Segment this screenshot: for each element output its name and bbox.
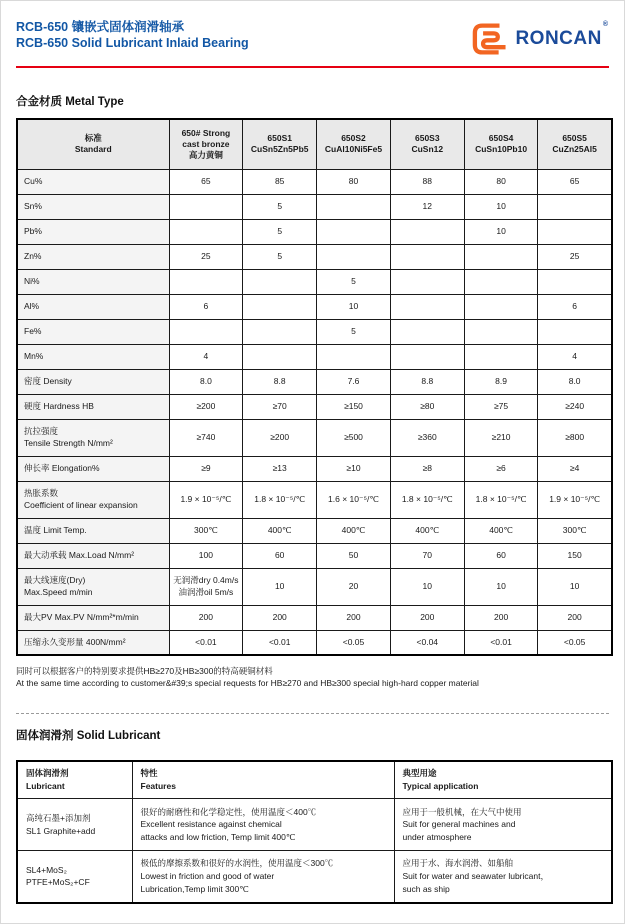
metal-value-cell — [317, 244, 391, 269]
metal-row — [17, 568, 612, 605]
metal-value-cell: ≥800 — [538, 419, 612, 456]
metal-row — [17, 219, 612, 244]
metal-row-label: 硬度 Hardness HB — [17, 394, 169, 419]
metal-row — [17, 630, 612, 655]
product-titles — [16, 19, 249, 52]
metal-table-head — [17, 119, 612, 169]
metal-value-cell: 8.9 — [464, 369, 538, 394]
metal-value-cell: 300℃ — [538, 518, 612, 543]
metal-value-cell — [538, 219, 612, 244]
metal-value-cell: 1.9 × 10⁻⁵/℃ — [538, 481, 612, 518]
metal-value-cell: 400℃ — [317, 518, 391, 543]
metal-value-cell: 4 — [538, 344, 612, 369]
metal-row — [17, 456, 612, 481]
metal-row — [17, 194, 612, 219]
metal-row-label: Al% — [17, 294, 169, 319]
metal-value-cell — [390, 244, 464, 269]
metal-value-cell: 8.0 — [538, 369, 612, 394]
section-dashed-divider — [16, 713, 609, 714]
metal-value-cell: 10 — [243, 568, 317, 605]
note-zh: 同时可以根据客户的特别要求提供HB≥270及HB≥300的特高硬铜材料 — [16, 666, 273, 676]
metal-row — [17, 394, 612, 419]
lubricant-table-body — [17, 799, 612, 903]
lubricant-row — [17, 851, 612, 903]
metal-value-cell — [390, 219, 464, 244]
metal-standard-header: 标准 Standard — [17, 119, 169, 169]
metal-value-cell: 1.8 × 10⁻⁵/℃ — [243, 481, 317, 518]
metal-row — [17, 481, 612, 518]
metal-value-cell: 10 — [464, 219, 538, 244]
metal-value-cell: 200 — [169, 605, 243, 630]
metal-row-label: 热胀系数 Coefficient of linear expansion — [17, 481, 169, 518]
metal-row-label: 伸长率 Elongation% — [17, 456, 169, 481]
metal-value-cell — [243, 344, 317, 369]
metal-value-cell: <0.01 — [464, 630, 538, 655]
lubricant-column-header: 特性 Features — [132, 761, 394, 799]
metal-value-cell — [464, 344, 538, 369]
metal-value-cell: 6 — [169, 294, 243, 319]
metal-row-label: 最大动承载 Max.Load N/mm² — [17, 543, 169, 568]
metal-header-row — [17, 119, 612, 169]
lubricant-table — [16, 760, 613, 904]
metal-value-cell — [390, 269, 464, 294]
metal-value-cell: ≥200 — [243, 419, 317, 456]
metal-value-cell: 200 — [538, 605, 612, 630]
metal-value-cell: ≥9 — [169, 456, 243, 481]
metal-row — [17, 369, 612, 394]
metal-value-cell: 10 — [390, 568, 464, 605]
metal-value-cell: 200 — [243, 605, 317, 630]
metal-value-cell: 5 — [317, 269, 391, 294]
metal-value-cell: 12 — [390, 194, 464, 219]
metal-row-label: Sn% — [17, 194, 169, 219]
metal-row — [17, 605, 612, 630]
special-request-note — [16, 665, 609, 690]
brand-name: RONCAN — [515, 28, 602, 49]
metal-value-cell: 88 — [390, 169, 464, 194]
metal-value-cell: <0.04 — [390, 630, 464, 655]
metal-row — [17, 543, 612, 568]
metal-value-cell: 4 — [169, 344, 243, 369]
metal-value-cell — [464, 244, 538, 269]
metal-value-cell: <0.05 — [317, 630, 391, 655]
lubricant-column-header: 固体润滑剂 Lubricant — [17, 761, 132, 799]
metal-value-cell: 8.8 — [390, 369, 464, 394]
metal-value-cell — [464, 269, 538, 294]
metal-value-cell: 5 — [317, 319, 391, 344]
metal-grade-header: 650S5 CuZn25Al5 — [538, 119, 612, 169]
metal-value-cell: ≥150 — [317, 394, 391, 419]
metal-value-cell — [390, 294, 464, 319]
metal-value-cell: 6 — [538, 294, 612, 319]
metal-value-cell — [390, 344, 464, 369]
metal-row-label: 最大线速度(Dry) Max.Speed m/min — [17, 568, 169, 605]
metal-value-cell: <0.01 — [243, 630, 317, 655]
metal-value-cell: 200 — [390, 605, 464, 630]
lubricant-table-head — [17, 761, 612, 799]
metal-value-cell: ≥75 — [464, 394, 538, 419]
metal-value-cell: 400℃ — [464, 518, 538, 543]
registered-trademark-icon: ® — [602, 21, 608, 28]
metal-value-cell: ≥6 — [464, 456, 538, 481]
metal-value-cell: 400℃ — [243, 518, 317, 543]
metal-row — [17, 169, 612, 194]
lubricant-column-header: 典型用途 Typical application — [394, 761, 612, 799]
metal-value-cell — [243, 294, 317, 319]
lubricant-features-cell: 很好的耐磨性和化学稳定性，使用温度＜400℃ Excellent resistance against chemical attacks and low friction, Temp limit 400℃ — [132, 799, 394, 851]
metal-value-cell — [464, 319, 538, 344]
metal-value-cell — [243, 319, 317, 344]
metal-row — [17, 518, 612, 543]
metal-row — [17, 419, 612, 456]
metal-row-label: 最大PV Max.PV N/mm²*m/min — [17, 605, 169, 630]
metal-row-label: Fe% — [17, 319, 169, 344]
metal-value-cell: 65 — [538, 169, 612, 194]
metal-value-cell: ≥740 — [169, 419, 243, 456]
metal-value-cell: 300℃ — [169, 518, 243, 543]
metal-value-cell: 200 — [464, 605, 538, 630]
roncan-logo-icon — [471, 21, 509, 57]
metal-value-cell: 200 — [317, 605, 391, 630]
metal-row — [17, 269, 612, 294]
metal-value-cell: 10 — [538, 568, 612, 605]
metal-value-cell: 65 — [169, 169, 243, 194]
metal-row-label: 温度 Limit Temp. — [17, 518, 169, 543]
metal-grade-header: 650S2 CuAl10Ni5Fe5 — [317, 119, 391, 169]
metal-value-cell — [390, 319, 464, 344]
metal-value-cell: ≥240 — [538, 394, 612, 419]
metal-row-label: Ni% — [17, 269, 169, 294]
metal-grade-header: 650S3 CuSn12 — [390, 119, 464, 169]
metal-section-heading: 合金材质 Metal Type — [16, 96, 124, 108]
metal-value-cell: 150 — [538, 543, 612, 568]
metal-value-cell: 80 — [317, 169, 391, 194]
metal-value-cell: 1.9 × 10⁻⁵/℃ — [169, 481, 243, 518]
brand-logo — [471, 21, 607, 57]
lubricant-name-cell: SL4+MoS₂ PTFE+MoS₂+CF — [17, 851, 132, 903]
metal-value-cell — [464, 294, 538, 319]
metal-value-cell: 400℃ — [390, 518, 464, 543]
metal-value-cell: 60 — [243, 543, 317, 568]
metal-value-cell: 5 — [243, 194, 317, 219]
product-title-en: RCB-650 Solid Lubricant Inlaid Bearing — [16, 36, 249, 51]
metal-value-cell: 50 — [317, 543, 391, 568]
metal-grade-header: 650S1 CuSn5Zn5Pb5 — [243, 119, 317, 169]
metal-row — [17, 319, 612, 344]
metal-value-cell: <0.05 — [538, 630, 612, 655]
note-en: At the same time according to customer&#39;s special requests for HB≥270 and HB≥300 special high-hard copper material — [16, 678, 479, 689]
metal-row-label: 抗拉强度 Tensile Strength N/mm² — [17, 419, 169, 456]
lubricant-application-cell: 应用于一般机械，在大气中使用 Suit for general machines and under atmosphere — [394, 799, 612, 851]
metal-value-cell — [169, 194, 243, 219]
lubricant-application-cell: 应用于水、海水润滑、如船舶 Suit for water and seawater lubricant， such as ship — [394, 851, 612, 903]
metal-value-cell — [169, 269, 243, 294]
metal-value-cell: 无润滑dry 0.4m/s 油润滑oil 5m/s — [169, 568, 243, 605]
metal-value-cell: ≥360 — [390, 419, 464, 456]
metal-value-cell: 25 — [169, 244, 243, 269]
metal-grade-header: 650S4 CuSn10Pb10 — [464, 119, 538, 169]
metal-row-label: Mn% — [17, 344, 169, 369]
metal-value-cell: <0.01 — [169, 630, 243, 655]
metal-value-cell: ≥80 — [390, 394, 464, 419]
metal-value-cell: 25 — [538, 244, 612, 269]
lubricant-header-row — [17, 761, 612, 799]
lubricant-name-cell: 高纯石墨+添加剂 SL1 Graphite+add — [17, 799, 132, 851]
metal-value-cell: 20 — [317, 568, 391, 605]
metal-value-cell: 1.8 × 10⁻⁵/℃ — [464, 481, 538, 518]
metal-value-cell: 70 — [390, 543, 464, 568]
metal-row-label: Cu% — [17, 169, 169, 194]
metal-row — [17, 244, 612, 269]
metal-value-cell: 5 — [243, 244, 317, 269]
page-header — [16, 19, 609, 57]
metal-grade-header: 650# Strong cast bronze 高力黄铜 — [169, 119, 243, 169]
metal-value-cell — [538, 319, 612, 344]
metal-value-cell: 10 — [317, 294, 391, 319]
metal-value-cell: ≥70 — [243, 394, 317, 419]
metal-value-cell: ≥10 — [317, 456, 391, 481]
metal-value-cell: ≥500 — [317, 419, 391, 456]
metal-value-cell: ≥210 — [464, 419, 538, 456]
metal-table — [16, 118, 613, 656]
product-title-zh: RCB-650 镶嵌式固体润滑轴承 — [16, 20, 185, 34]
metal-value-cell: 7.6 — [317, 369, 391, 394]
metal-value-cell: ≥13 — [243, 456, 317, 481]
metal-row — [17, 344, 612, 369]
metal-value-cell — [169, 319, 243, 344]
brand-wordmark — [515, 21, 608, 50]
metal-value-cell — [317, 194, 391, 219]
metal-value-cell — [538, 269, 612, 294]
metal-value-cell: 10 — [464, 568, 538, 605]
header-divider-rule — [16, 66, 609, 68]
metal-value-cell — [317, 344, 391, 369]
metal-row-label: 压缩永久变形量 400N/mm² — [17, 630, 169, 655]
metal-value-cell: 8.8 — [243, 369, 317, 394]
metal-value-cell: 10 — [464, 194, 538, 219]
metal-row-label: Pb% — [17, 219, 169, 244]
metal-value-cell: ≥8 — [390, 456, 464, 481]
metal-table-body — [17, 169, 612, 655]
page-body — [1, 1, 624, 904]
lubricant-row — [17, 799, 612, 851]
metal-row — [17, 294, 612, 319]
metal-value-cell — [243, 269, 317, 294]
metal-value-cell: 5 — [243, 219, 317, 244]
metal-value-cell — [317, 219, 391, 244]
metal-value-cell: 60 — [464, 543, 538, 568]
metal-value-cell — [538, 194, 612, 219]
metal-value-cell: 1.8 × 10⁻⁵/℃ — [390, 481, 464, 518]
metal-value-cell: 100 — [169, 543, 243, 568]
lubricant-section-heading: 固体润滑剂 Solid Lubricant — [16, 729, 161, 742]
metal-value-cell: 1.6 × 10⁻⁵/℃ — [317, 481, 391, 518]
metal-value-cell: 80 — [464, 169, 538, 194]
metal-value-cell — [169, 219, 243, 244]
lubricant-features-cell: 极低的摩擦系数和很好的水润性，使用温度＜300℃ Lowest in friction and good of water Lubrication,Temp limit 300℃ — [132, 851, 394, 903]
metal-value-cell: ≥200 — [169, 394, 243, 419]
metal-value-cell: 85 — [243, 169, 317, 194]
metal-value-cell: ≥4 — [538, 456, 612, 481]
metal-row-label: 密度 Density — [17, 369, 169, 394]
metal-value-cell: 8.0 — [169, 369, 243, 394]
metal-row-label: Zn% — [17, 244, 169, 269]
